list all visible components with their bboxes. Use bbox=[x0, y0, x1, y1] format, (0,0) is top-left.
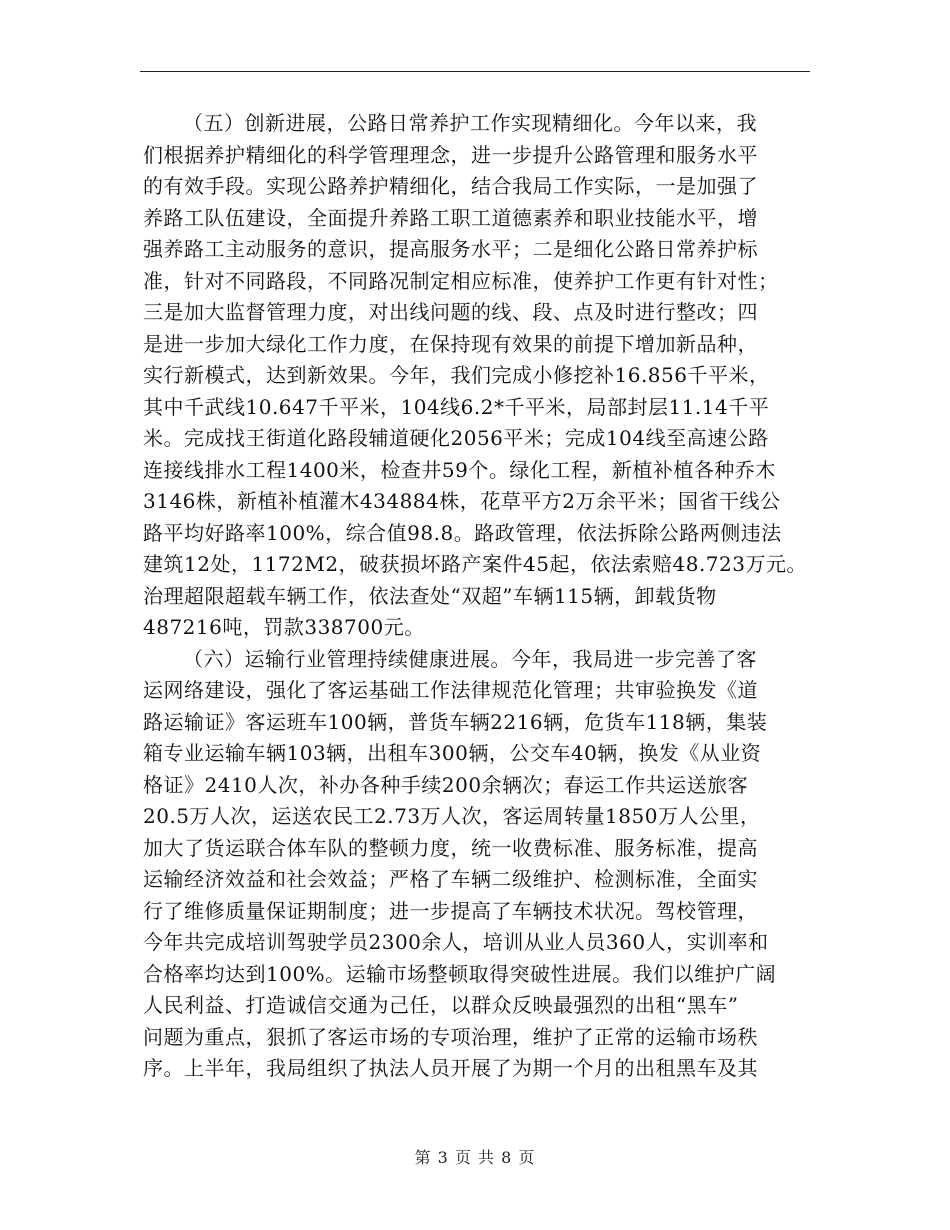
paragraph-6-line: 箱专业运输车辆103辆，出租车300辆，公交车40辆，换发《从业资 bbox=[143, 741, 762, 765]
paragraph-5-line: 准，针对不同路段，不同路况制定相应标准，使养护工作更有针对性； bbox=[143, 268, 779, 293]
paragraph-5-line: 们根据养护精细化的科学管理理念，进一步提升公路管理和服务水平 bbox=[143, 142, 758, 167]
paragraph-5-line: 路平均好路率100%，综合值98.8。路政管理，依法拆除公路两侧违法 bbox=[143, 520, 782, 545]
paragraph-5-line: 实行新模式，达到新效果。今年，我们完成小修挖补16.856千平米， bbox=[143, 363, 770, 387]
paragraph-6-line: 格证》2410人次，补办各种手续200余辆次；春运工作共运送旅客 bbox=[143, 772, 749, 797]
paragraph-5-line: 三是加大监督管理力度，对出线问题的线、段、点及时进行整改；四 bbox=[143, 300, 758, 324]
body-text bbox=[143, 108, 811, 1085]
paragraph-5-line: 的有效手段。实现公路养护精细化，结合我局工作实际，一是加强了 bbox=[143, 174, 758, 198]
paragraph-5-line: 强养路工主动服务的意识，提高服务水平；二是细化公路日常养护标 bbox=[143, 237, 758, 261]
paragraph-6-line: 路运输证》客运班车100辆，普货车辆2216辆，危货车118辆，集装 bbox=[143, 709, 768, 734]
paragraph-6-line: 运输经济效益和社会效益；严格了车辆二级维护、检测标准，全面实 bbox=[143, 867, 758, 891]
paragraph-6-line: 行了维修质量保证期制度；进一步提高了车辆技术状况。驾校管理， bbox=[143, 898, 758, 923]
paragraph-6-line: 加大了货运联合体车队的整顿力度，统一收费标准、服务标准，提高 bbox=[143, 835, 758, 860]
paragraph-5-line: 3146株，新植补植灌木434884株，花草平方2万余平米；国省干线公 bbox=[143, 489, 781, 513]
paragraph-6-line: 序。上半年，我局组织了执法人员开展了为期一个月的出租黑车及其 bbox=[143, 1056, 758, 1080]
paragraph-5-line: 是进一步加大绿化工作力度，在保持现有效果的前提下增加新品种， bbox=[143, 331, 758, 356]
paragraph-6-line: 合格率均达到100%。运输市场整顿取得突破性进展。我们以维护广阔 bbox=[143, 961, 777, 986]
paragraph-6-line: 今年共完成培训驾驶学员2300余人，培训从业人员360人，实训率和 bbox=[143, 930, 769, 954]
paragraph-5-line: 建筑12处，1172M2，破获损坏路产案件45起，依法索赔48.723万元。 bbox=[143, 552, 807, 576]
paragraph-6-line: 运网络建设，强化了客运基础工作法律规范化管理；共审验换发《道 bbox=[143, 678, 758, 702]
paragraph-6-line: 人民利益、打造诚信交通为己任，以群众反映最强烈的出租“黑车” bbox=[143, 993, 739, 1017]
paragraph-5-line: 连接线排水工程1400米，检查井59个。绿化工程，新植补植各种乔木 bbox=[143, 457, 776, 482]
paragraph-6-line: 问题为重点，狠抓了客运市场的专项治理，维护了正常的运输市场秩 bbox=[143, 1024, 758, 1049]
paragraph-5-line: 487216吨，罚款338700元。 bbox=[143, 615, 425, 639]
paragraph-6-line: （六）运输行业管理持续健康进展。今年，我局进一步完善了客 bbox=[183, 646, 757, 671]
header-rule bbox=[140, 71, 810, 72]
page-number-footer: 第 3 页 共 8 页 bbox=[414, 1148, 536, 1167]
paragraph-5-line: 米。完成找王街道化路段辅道硬化2056平米；完成104线至高速公路 bbox=[143, 426, 769, 450]
paragraph-6-line: 20.5万人次，运送农民工2.73万人次，客运周转量1850万人公里， bbox=[143, 804, 761, 828]
paragraph-5-line: 治理超限超载车辆工作，依法查处“双超”车辆115辆，卸载货物 bbox=[143, 583, 717, 608]
paragraph-5-line: （五）创新进展，公路日常养护工作实现精细化。今年以来，我 bbox=[183, 111, 757, 135]
paragraph-5-line: 其中千武线10.647千平米，104线6.2*千平米，局部封层11.14千平 bbox=[143, 394, 770, 419]
paragraph-5-line: 养路工队伍建设，全面提升养路工职工道德素养和职业技能水平，增 bbox=[143, 205, 758, 230]
